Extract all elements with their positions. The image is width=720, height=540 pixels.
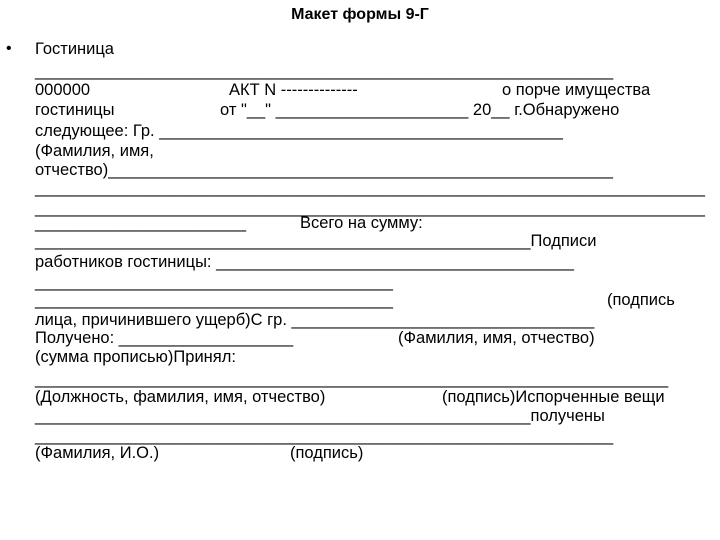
position-caption: (Должность, фамилия, имя, отчество)	[35, 388, 326, 406]
fio-caption: (Фамилия, имя, отчество)	[398, 329, 595, 347]
act-number: АКТ N --------------	[229, 81, 358, 99]
form-code: 000000	[35, 81, 91, 99]
total-label: Всего на сумму:	[300, 214, 423, 232]
act-subject: о порче имущества	[502, 81, 651, 99]
fio-short-caption: (Фамилия, И.О.)	[35, 444, 160, 462]
signature-caption: (подпись	[607, 291, 675, 309]
blank-line-3: _______________________________________	[35, 273, 393, 291]
total-underline: _______________________	[35, 214, 247, 232]
hotel-word: гостиницы	[35, 101, 115, 119]
signatures-line: ______________________________________________________Подписи	[35, 232, 597, 250]
staff-signature-line: работников гостиницы: _______________________________________	[35, 253, 574, 271]
date-line: от "__" _____________________ 20__ г.Обнаружено	[220, 101, 620, 119]
accepted-line: (сумма прописью)Принял:	[35, 348, 236, 366]
hotel-name-underline: _______________________________________________________________	[35, 62, 614, 80]
blank-line-6: _______________________________________________________________	[35, 427, 614, 445]
damage-person-line: лица, причинившего ущерб)С гр. _________________________________	[35, 311, 595, 329]
found-line: следующее: Гр. ____________________________________________	[35, 122, 563, 140]
patronymic-line: отчество)_______________________________________________________	[35, 161, 613, 179]
blank-line-1: _________________________________________________________________________	[35, 179, 705, 197]
bullet-marker: •	[6, 40, 12, 57]
received-items-line: ______________________________________________________получены	[35, 407, 605, 425]
name-caption: (Фамилия, имя,	[35, 142, 154, 160]
blank-line-2: _________________________________________________________________________	[35, 199, 705, 217]
blank-line-4: _______________________________________	[35, 291, 393, 309]
blank-line-5: _____________________________________________________________________	[35, 370, 669, 388]
damaged-items-caption: (подпись)Испорченные вещи	[442, 388, 665, 406]
received-line: Получено: ___________________	[35, 329, 294, 347]
hotel-label: Гостиница	[35, 40, 114, 58]
form-title: Макет формы 9-Г	[291, 6, 429, 23]
final-signature-caption: (подпись)	[290, 444, 364, 462]
